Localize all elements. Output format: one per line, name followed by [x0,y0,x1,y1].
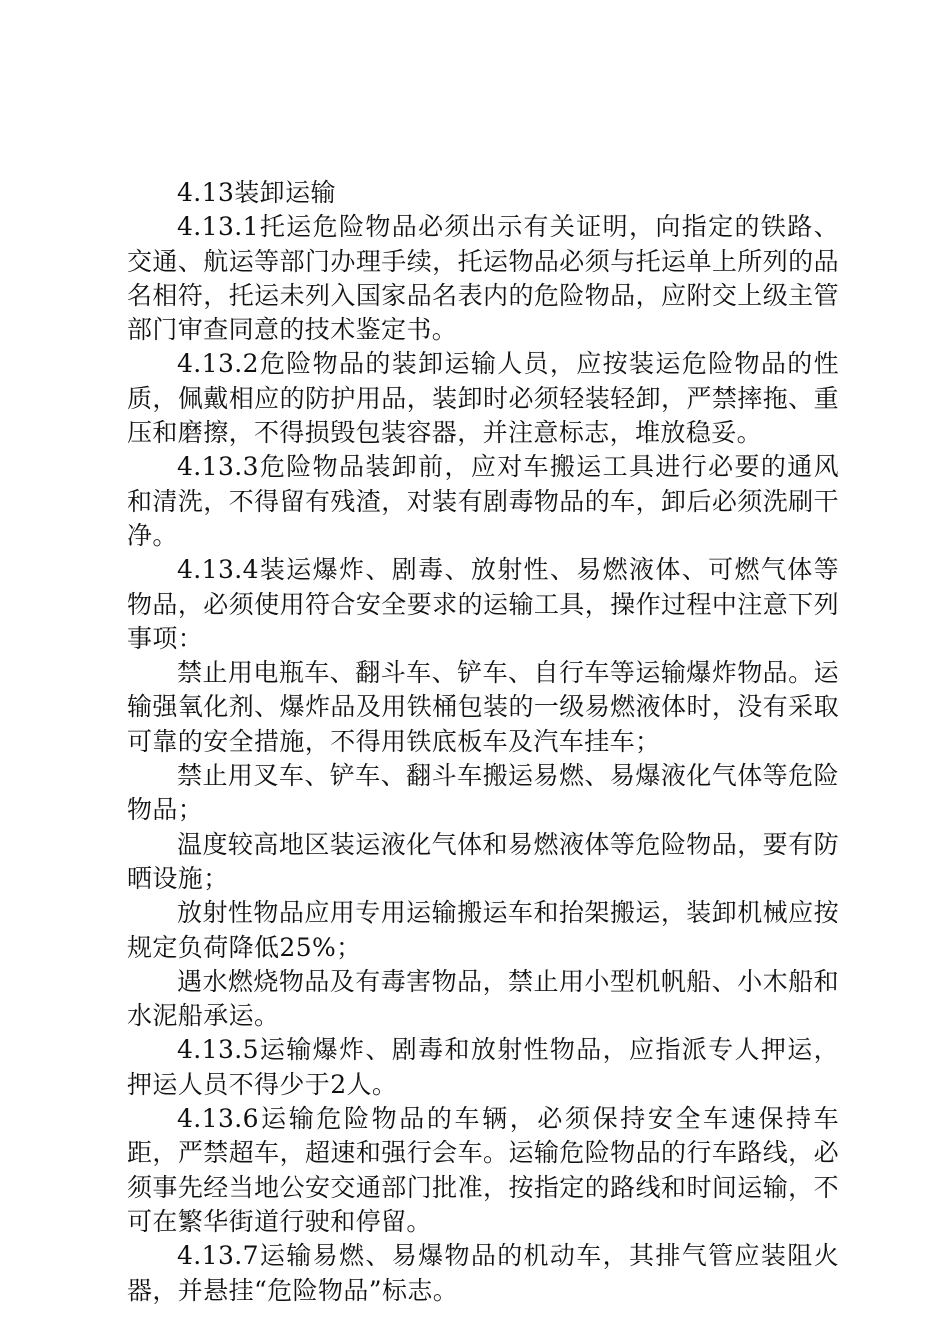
paragraph-4-13-5: 4.13.5运输爆炸、剧毒和放射性物品，应指派专人押运，押运人员不得少于2人。 [127,1035,839,1099]
paragraph-4-13-2: 4.13.2危险物品的装卸运输人员，应按装运危险物品的性质，佩戴相应的防护用品，装卸时必须轻装轻卸，严禁摔拖、重压和磨擦，不得损毁包装容器，并注意标志，堆放稳妥。 [127,349,839,448]
list-item-water-reactive: 遇水燃烧物品及有毒害物品，禁止用小型机帆船、小木船和水泥船承运。 [127,966,839,1031]
paragraph-4-13-1: 4.13.1托运危险物品必须出示有关证明，向指定的铁路、交通、航运等部门办理手续，托运物品必须与托运单上所列的品名相符，托运未列入国家品名表内的危险物品，应附交上级主管部门审查同意的技术鉴定书。 [127,212,839,345]
paragraph-4-13-7: 4.13.7运输易燃、易爆物品的机动车，其排气管应装阻火器，并悬挂“危险物品”标志。 [127,1241,839,1305]
list-item-radioactive: 放射性物品应用专用运输搬运车和抬架搬运，装卸机械应按规定负荷降低25%； [127,898,839,962]
document-body [127,176,839,1308]
section-heading: 4.13装卸运输 [177,178,336,207]
paragraph-4-13-4: 4.13.4装运爆炸、剧毒、放射性、易燃液体、可燃气体等物品，必须使用符合安全要求的运输工具，操作过程中注意下列事项： [127,555,839,653]
paragraph-4-13-3: 4.13.3危险物品装卸前，应对车搬运工具进行必要的通风和清洗，不得留有残渣，对装有剧毒物品的车，卸后必须洗刷干净。 [127,452,839,550]
paragraph-4-13-6: 4.13.6运输危险物品的车辆，必须保持安全车速保持车距，严禁超车，超速和强行会车。运输危险物品的行车路线，必须事先经当地公安交通部门批准，按指定的路线和时间运输，不可在繁华街道行驶和停留。 [127,1104,839,1236]
list-item-electric-cart: 禁止用电瓶车、翻斗车、铲车、自行车等运输爆炸物品。运输强氧化剂、爆炸品及用铁桶包装的一级易燃液体时，没有采取可靠的安全措施，不得用铁底板车及汽车挂车； [127,658,839,756]
list-item-forklift: 禁止用叉车、铲车、翻斗车搬运易燃、易爆液化气体等危险物品； [127,761,839,825]
list-item-sun-protection: 温度较高地区装运液化气体和易燃液体等危险物品，要有防晒设施； [127,829,839,893]
